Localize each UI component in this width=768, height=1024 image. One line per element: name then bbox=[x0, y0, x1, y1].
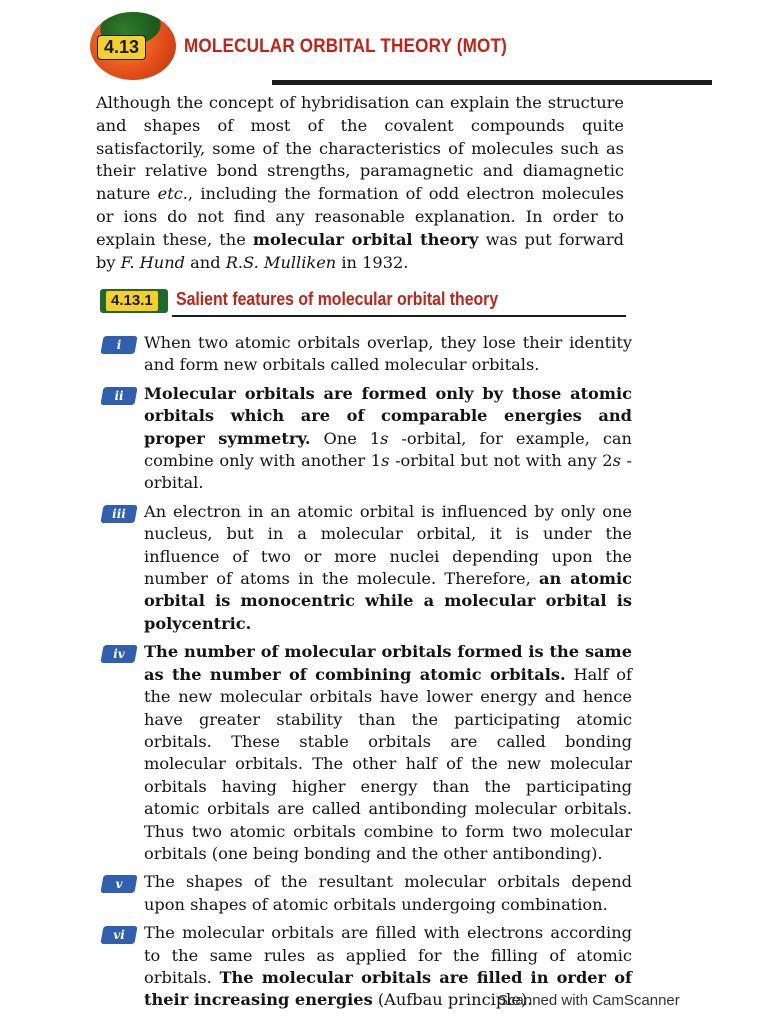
feature-marker-label: iv bbox=[113, 647, 125, 662]
feature-marker-label: ii bbox=[114, 388, 124, 403]
intro-text-3: was put forward by bbox=[96, 229, 624, 272]
feature-text: An electron in an atomic orbital is influenced by only one nucleus, but in a molecular orbital, it is under the influence of two or more nuclei depending upon the number of atoms in the molecule. Therefore, bbox=[144, 501, 632, 589]
intro-text-1: Although the concept of hybridisation can explain the structure and shapes of most of the covalent compounds quite satisfactorily, some of the characteristics of molecules such as their relative bond strengths, paramagnetic and diamagnetic nature bbox=[96, 93, 624, 204]
feature-marker-icon bbox=[100, 926, 137, 944]
feature-text: The molecular orbitals are filled with electrons according to the same rules as applied for the filling of atomic orbitals. bbox=[144, 923, 632, 987]
feature-item bbox=[100, 332, 632, 377]
feature-text: The shapes of the resultant molecular orbitals depend upon shapes of atomic orbitals undergoing combination. bbox=[144, 872, 632, 914]
subsection-number: 4.13.1 bbox=[106, 291, 158, 311]
feature-marker-icon bbox=[100, 645, 137, 663]
feature-bold-text: The molecular orbitals are filled in order of their increasing energies bbox=[144, 967, 632, 1010]
orbital-s-symbol: s bbox=[381, 451, 390, 471]
feature-item bbox=[100, 641, 632, 865]
intro-paragraph bbox=[96, 92, 624, 274]
intro-year: in 1932. bbox=[336, 252, 409, 272]
feature-text: -orbital, for example, can combine only with another 1 bbox=[144, 428, 632, 471]
feature-marker-label: v bbox=[115, 877, 123, 892]
feature-marker-label: iii bbox=[112, 506, 126, 521]
intro-author-1: F. Hund bbox=[120, 252, 185, 272]
feature-item bbox=[100, 501, 632, 635]
feature-bold-text: Molecular orbitals are formed only by those atomic orbitals which are of comparable energies and proper symmetry. bbox=[144, 383, 632, 448]
feature-text: -orbital but not with any 2 bbox=[389, 451, 613, 471]
feature-text: -orbital. bbox=[144, 451, 632, 493]
orbital-s-symbol: s bbox=[612, 451, 621, 471]
subsection-title: Salient features of molecular orbital theory bbox=[176, 289, 499, 309]
feature-bold-text: an atomic orbital is monocentric while a molecular orbital is polycentric. bbox=[144, 569, 633, 633]
feature-text: One 1 bbox=[310, 428, 381, 448]
intro-author-2: R.S. Mulliken bbox=[225, 252, 337, 272]
feature-marker-icon bbox=[100, 387, 137, 405]
subsection-header bbox=[100, 287, 626, 319]
features-list bbox=[100, 332, 632, 1018]
feature-text: When two atomic orbitals overlap, they lose their identity and form new orbitals called molecular orbitals. bbox=[144, 333, 632, 375]
intro-text-2: , including the formation of odd electron molecules or ions do not find any reasonable explanation. In order to explain these, the bbox=[96, 184, 624, 249]
intro-theory-bold: molecular orbital theory bbox=[252, 229, 479, 249]
feature-marker-icon bbox=[100, 875, 137, 893]
feature-marker-icon bbox=[100, 505, 137, 523]
feature-text: (Aufbau principle). bbox=[372, 990, 533, 1010]
orbital-s-symbol: s bbox=[380, 428, 389, 448]
feature-marker-label: i bbox=[116, 338, 122, 352]
feature-item bbox=[100, 383, 632, 495]
section-header bbox=[90, 6, 630, 86]
feature-item bbox=[100, 871, 632, 916]
section-divider bbox=[272, 80, 712, 85]
scanner-watermark: Scanned with CamScanner bbox=[498, 992, 680, 1009]
intro-etc: etc. bbox=[157, 184, 188, 204]
section-number: 4.13 bbox=[98, 36, 145, 59]
feature-marker-label: vi bbox=[113, 928, 125, 943]
section-title: MOLECULAR ORBITAL THEORY (MOT) bbox=[184, 36, 508, 57]
section-number-badge bbox=[90, 12, 176, 80]
feature-marker-icon bbox=[100, 336, 137, 354]
subsection-divider bbox=[172, 315, 626, 317]
feature-text: Half of the new molecular orbitals have lower energy and hence have greater stability than the participating atomic orbitals. These stable orbitals are called bonding molecular orbitals. The other half of the new molecular orbitals having higher energy than the participating atomic orbitals are called antibonding molecular orbitals. Thus two atomic orbitals combine to form two molecular orbitals (one being bonding and the other antibonding). bbox=[144, 664, 632, 863]
subsection-number-badge bbox=[100, 289, 168, 313]
feature-bold-text: The number of molecular orbitals formed is the same as the number of combining atomic orbitals. bbox=[144, 642, 632, 684]
intro-and: and bbox=[185, 252, 226, 272]
